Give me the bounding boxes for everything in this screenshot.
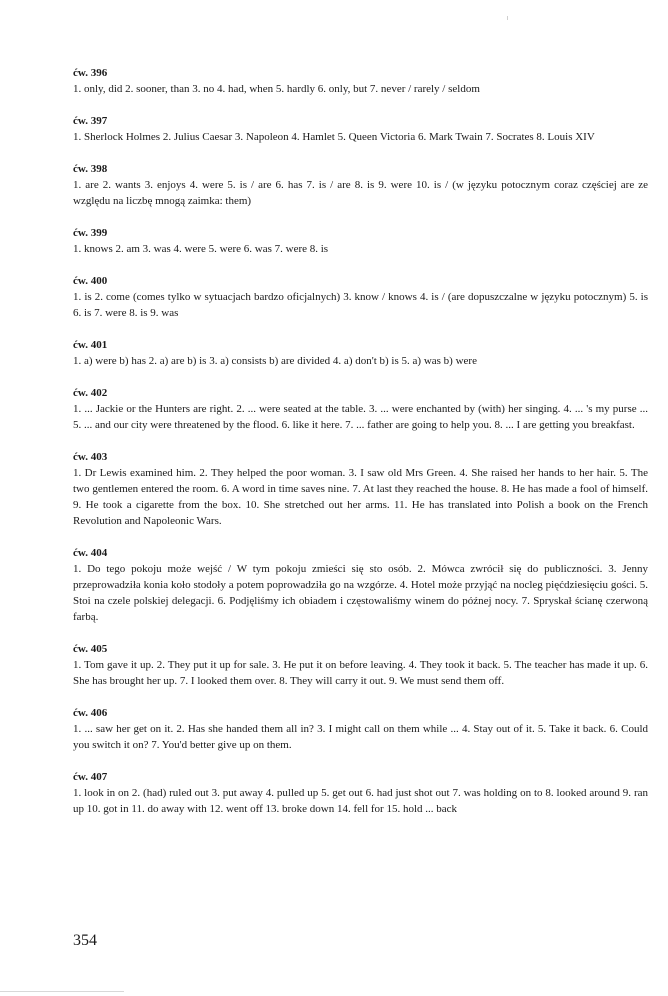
- exercise-407: [73, 770, 648, 817]
- exercise-402: [73, 386, 648, 433]
- exercise-406: [73, 706, 648, 753]
- scan-speck: [507, 16, 508, 20]
- exercise-title: ćw. 400: [73, 275, 108, 287]
- exercise-398: [73, 162, 648, 209]
- exercise-answers: 1. is 2. come (comes tylko w sytuacjach bardzo oficjalnych) 3. know / knows 4. is / (are dopuszczalne w języku potocznym) 5. is 6. is 7. were 8. is 9. was: [73, 291, 648, 319]
- exercise-405: [73, 642, 648, 689]
- answer-key: [73, 66, 648, 834]
- scan-edge-line: [0, 991, 124, 992]
- exercise-title: ćw. 407: [73, 771, 108, 783]
- exercise-answers: 1. Sherlock Holmes 2. Julius Caesar 3. Napoleon 4. Hamlet 5. Queen Victoria 6. Mark Twain 7. Socrates 8. Louis XIV: [73, 131, 595, 143]
- exercise-title: ćw. 402: [73, 387, 108, 399]
- exercise-answers: 1. ... Jackie or the Hunters are right. 2. ... were seated at the table. 3. ... were enchanted by (with) her singing. 4. ... 's my purse ... 5. ... and our city were threatened by the flood. 6. like it here. 7. ... father are going to help you. 8. ... I are getting you breakfast.: [73, 403, 648, 431]
- exercise-title: ćw. 397: [73, 115, 108, 127]
- exercise-title: ćw. 406: [73, 707, 108, 719]
- exercise-399: [73, 226, 648, 257]
- page-number: 354: [73, 932, 97, 949]
- exercise-404: [73, 546, 648, 625]
- exercise-title: ćw. 401: [73, 339, 108, 351]
- exercise-400: [73, 274, 648, 321]
- exercise-396: [73, 66, 648, 97]
- exercise-title: ćw. 396: [73, 67, 108, 79]
- exercise-answers: 1. Tom gave it up. 2. They put it up for sale. 3. He put it on before leaving. 4. They took it back. 5. The teacher has made it up. 6. She has brought her up. 7. I looked them over. 8. They will carry it out. 9. We must send them off.: [73, 659, 648, 687]
- exercise-answers: 1. look in on 2. (had) ruled out 3. put away 4. pulled up 5. get out 6. had just shot out 7. was holding on to 8. looked around 9. ran up 10. got in 11. do away with 12. went off 13. broke down 14. fell for 15. hold ... back: [73, 787, 648, 815]
- exercise-answers: 1. a) were b) has 2. a) are b) is 3. a) consists b) are divided 4. a) don't b) is 5. a) was b) were: [73, 355, 477, 367]
- exercise-title: ćw. 404: [73, 547, 108, 559]
- exercise-answers: 1. Do tego pokoju może wejść / W tym pokoju zmieści się sto osób. 2. Mówca zwrócił się do publiczności. 3. Jenny przeprowadziła konia koło stodoły a potem poprowadziła go na wzgórze. 4. Hotel może przyjąć na nocleg pięćdziesięciu gości. 5. Stoi na czele polskiej delegacji. 6. Podjęliśmy ich obiadem i częstowaliśmy winem do późnej nocy. 7. Spryskał ścianę czerwoną farbą.: [73, 563, 648, 623]
- exercise-title: ćw. 403: [73, 451, 108, 463]
- exercise-title: ćw. 405: [73, 643, 108, 655]
- exercise-title: ćw. 399: [73, 227, 108, 239]
- exercise-answers: 1. only, did 2. sooner, than 3. no 4. had, when 5. hardly 6. only, but 7. never / rarely / seldom: [73, 83, 480, 95]
- exercise-answers: 1. knows 2. am 3. was 4. were 5. were 6. was 7. were 8. is: [73, 243, 329, 255]
- exercise-403: [73, 450, 648, 529]
- exercise-397: [73, 114, 648, 145]
- exercise-title: ćw. 398: [73, 163, 108, 175]
- exercise-answers: 1. are 2. wants 3. enjoys 4. were 5. is / are 6. has 7. is / are 8. is 9. were 10. is / (w języku potocznym coraz częściej are ze względu na liczbę mnogą zaimka: them): [73, 179, 648, 207]
- exercise-answers: 1. Dr Lewis examined him. 2. They helped the poor woman. 3. I saw old Mrs Green. 4. She raised her hands to her hair. 5. The two gentlemen entered the room. 6. A word in time saves nine. 7. At last they reached the house. 8. He has made a fool of himself. 9. He took a cigarette from the box. 10. She stretched out her arms. 11. He has translated into Polish a book on the French Revolution and Napoleonic Wars.: [73, 467, 648, 527]
- exercise-answers: 1. ... saw her get on it. 2. Has she handed them all in? 3. I might call on them while ... 4. Stay out of it. 5. Take it back. 6. Could you switch it on? 7. You'd better give up on them.: [73, 723, 648, 751]
- exercise-401: [73, 338, 648, 369]
